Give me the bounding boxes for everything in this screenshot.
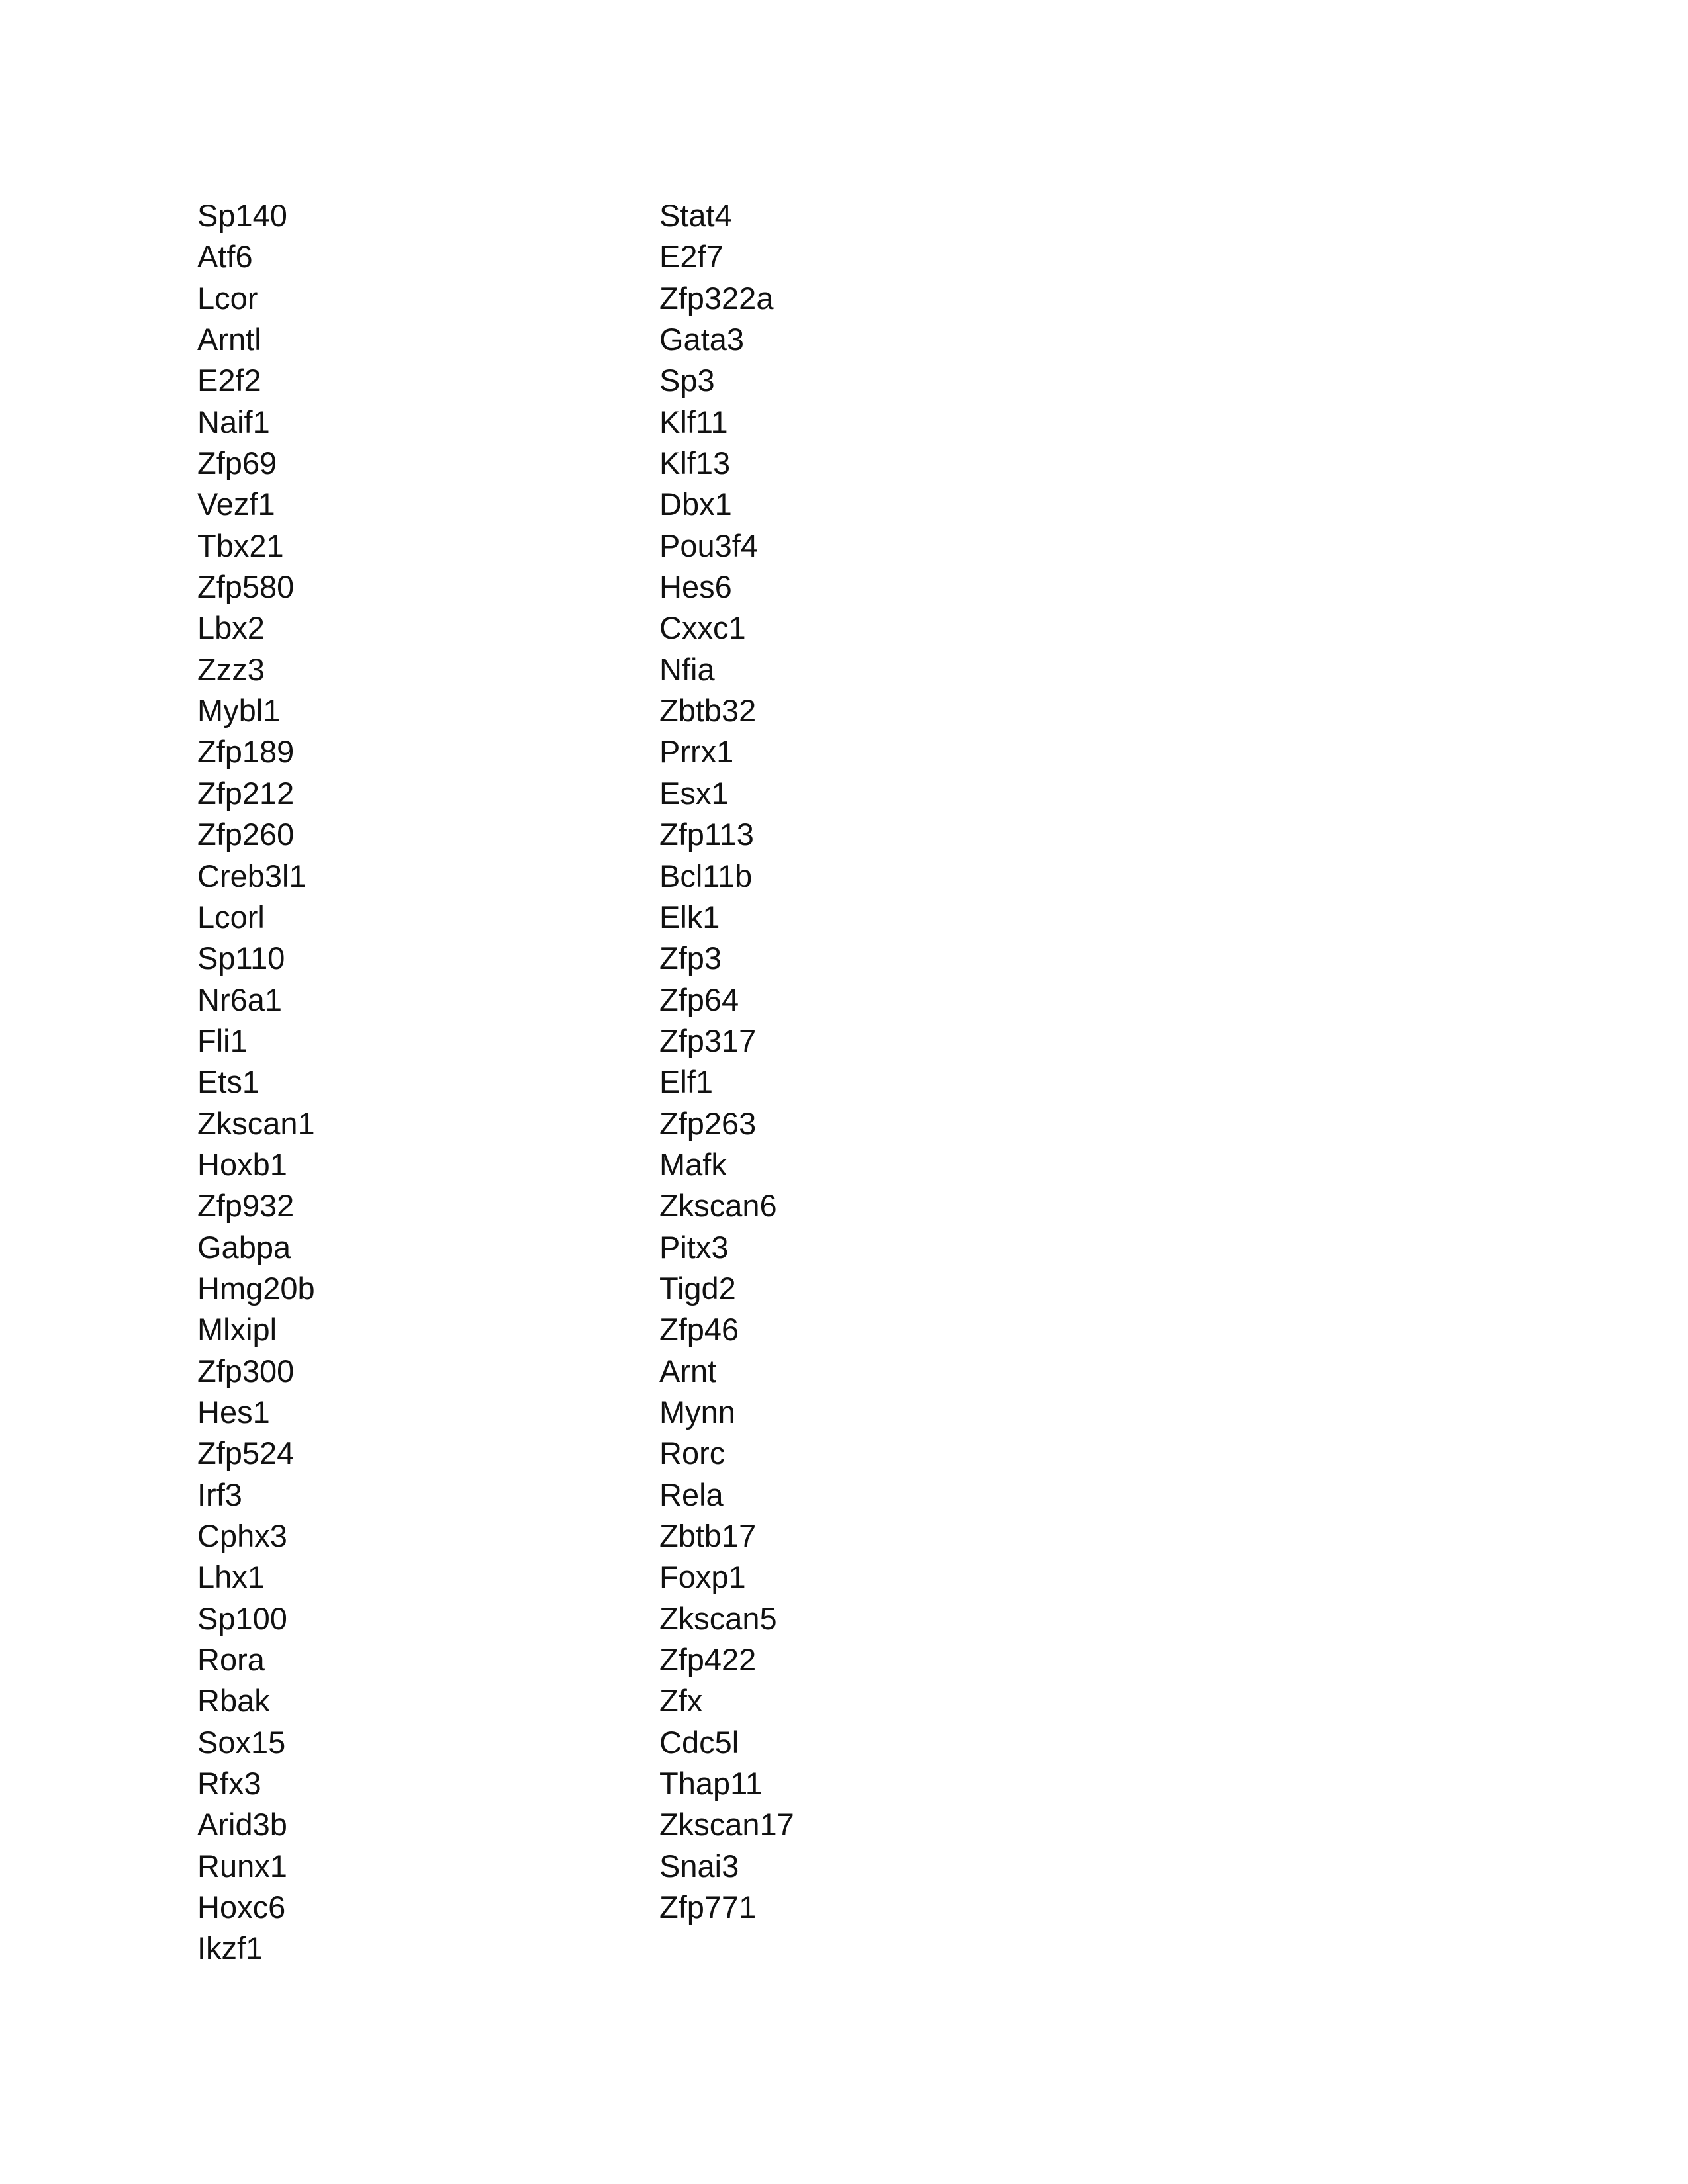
gene-list-item: Hes6 [659,569,732,605]
gene-list-item: Sox15 [197,1724,286,1760]
gene-list-item: Zkscan1 [197,1105,315,1141]
gene-list-item: Lcor [197,280,258,316]
gene-list-item: E2f2 [197,363,261,398]
gene-list-item: Dbx1 [659,486,732,522]
gene-list-item: Cxxc1 [659,610,746,646]
gene-list-item: Nfia [659,651,715,687]
gene-list-item: Fli1 [197,1023,248,1058]
gene-list-item: Zfp580 [197,569,295,605]
gene-list-item: Tigd2 [659,1270,736,1306]
gene-list-item: Elk1 [659,899,720,934]
gene-list-item: Ikzf1 [197,1931,263,1966]
gene-list-item: Naif1 [197,404,270,439]
gene-list-item: Arntl [197,322,261,357]
gene-list-item: Arnt [659,1353,717,1388]
gene-list-item: Zfp260 [197,817,295,852]
gene-list-item: Zfp113 [659,817,754,852]
gene-list-item: Pitx3 [659,1229,729,1265]
gene-list-item: Zfp771 [659,1889,757,1925]
gene-list-item: Sp100 [197,1600,287,1636]
gene-list-column-1 [197,195,315,1970]
gene-list-item: Mafk [659,1146,727,1182]
gene-list-item: Rora [197,1642,265,1678]
gene-list-item: Zfp317 [659,1023,757,1058]
gene-list-item: Zfp189 [197,734,295,770]
gene-list-item: Klf11 [659,404,728,439]
gene-list-item: Ets1 [197,1064,260,1100]
gene-list-item: Thap11 [659,1766,763,1801]
gene-list-item: Zfp69 [197,445,277,481]
gene-list-item: Mlxipl [197,1312,277,1347]
gene-list-item: Lhx1 [197,1559,265,1595]
gene-list-item: Zfp932 [197,1188,295,1224]
gene-list-item: Zfp322a [659,280,774,316]
gene-list-item: Sp3 [659,363,715,398]
gene-list-item: E2f7 [659,239,724,275]
gene-list-item: Mynn [659,1394,735,1430]
gene-list-item: Zfp46 [659,1312,739,1347]
gene-list-item: Lcorl [197,899,265,934]
gene-list-item: Rfx3 [197,1766,261,1801]
gene-list-item: Cdc5l [659,1724,739,1760]
gene-list-item: Rorc [659,1435,726,1471]
gene-list-item: Esx1 [659,775,729,811]
gene-list-item: Zfp263 [659,1105,757,1141]
gene-list-item: Zfp3 [659,940,722,976]
gene-list-item: Hmg20b [197,1270,315,1306]
gene-list-item: Snai3 [659,1848,739,1884]
gene-list-item: Zbtb32 [659,693,757,729]
gene-list-item: Hes1 [197,1394,270,1430]
gene-list-item: Elf1 [659,1064,713,1100]
gene-list-item: Creb3l1 [197,858,306,893]
gene-list-item: Irf3 [197,1477,242,1512]
gene-list-item: Zkscan5 [659,1600,777,1636]
gene-list-column-2 [659,195,794,1928]
gene-list-item: Nr6a1 [197,981,283,1017]
gene-list-item: Lbx2 [197,610,265,646]
gene-list-item: Gata3 [659,322,745,357]
gene-list-item: Zfp422 [659,1642,757,1678]
gene-list-item: Rela [659,1477,724,1512]
gene-list-item: Hoxb1 [197,1146,287,1182]
gene-list-item: Zfx [659,1683,703,1719]
gene-list-item: Zbtb17 [659,1518,757,1553]
gene-list-item: Sp110 [197,940,285,976]
gene-list-item: Runx1 [197,1848,287,1884]
gene-list-item: Vezf1 [197,486,275,522]
gene-list-item: Cphx3 [197,1518,287,1553]
gene-list-item: Arid3b [197,1807,287,1843]
gene-list-item: Zzz3 [197,651,265,687]
gene-list-item: Rbak [197,1683,270,1719]
gene-list-item: Mybl1 [197,693,281,729]
gene-list-item: Zfp212 [197,775,295,811]
gene-list-item: Prrx1 [659,734,734,770]
gene-list-item: Zfp300 [197,1353,295,1388]
gene-list-item: Tbx21 [197,527,284,563]
gene-list-item: Atf6 [197,239,253,275]
gene-list-item: Sp140 [197,198,287,233]
gene-list-item: Pou3f4 [659,527,758,563]
gene-list-item: Gabpa [197,1229,291,1265]
gene-list-item: Zfp64 [659,981,739,1017]
gene-list-item: Bcl11b [659,858,753,893]
gene-list-item: Stat4 [659,198,732,233]
gene-list-item: Zkscan17 [659,1807,794,1843]
gene-list-item: Hoxc6 [197,1889,286,1925]
gene-list-item: Foxp1 [659,1559,746,1595]
gene-list-item: Zkscan6 [659,1188,777,1224]
gene-list-item: Zfp524 [197,1435,295,1471]
gene-list-item: Klf13 [659,445,731,481]
